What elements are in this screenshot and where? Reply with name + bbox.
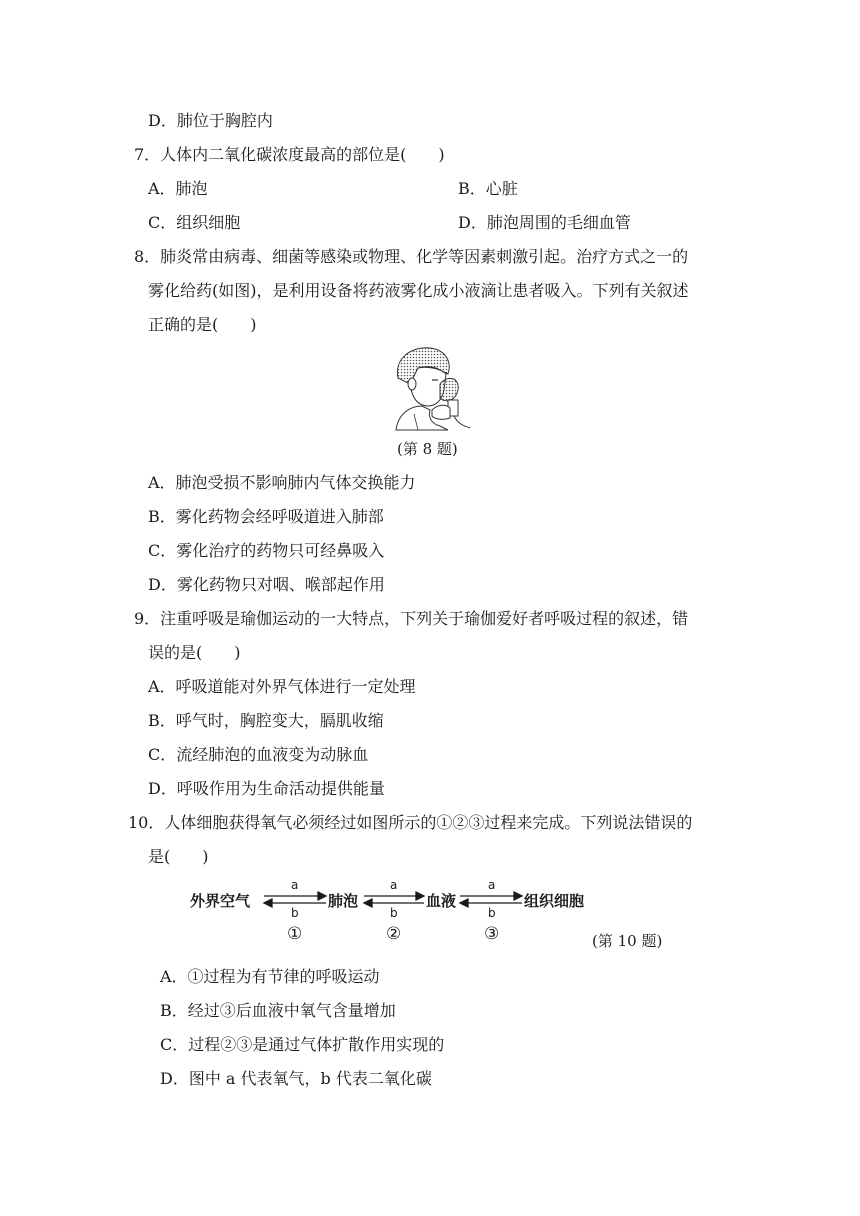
q7-stem: 7．人体内二氧化碳浓度最高的部位是( )	[134, 145, 445, 164]
flow-node-blood: 血液	[426, 892, 457, 910]
q9-option-d: D．呼吸作用为生命活动提供能量	[148, 779, 385, 798]
q10-option-a: A．①过程为有节律的呼吸运动	[160, 967, 380, 986]
q9-stem-line2: 误的是( )	[148, 643, 241, 662]
nebulizer-illustration	[388, 344, 474, 432]
q8-option-c: C．雾化治疗的药物只可经鼻吸入	[148, 541, 385, 560]
q8-stem-line1: 8．肺炎常由病毒、细菌等感染或物理、化学等因素刺激引起。治疗方式之一的	[134, 247, 689, 266]
q10-option-b: B．经过③后血液中氧气含量增加	[160, 1001, 396, 1020]
arrow1-label-a: a	[291, 878, 299, 892]
q8-option-a: A．肺泡受损不影响肺内气体交换能力	[148, 473, 416, 492]
q9-option-a: A．呼吸道能对外界气体进行一定处理	[148, 677, 416, 696]
flow-arrows	[190, 876, 610, 924]
q6-option-d: D．肺位于胸腔内	[148, 111, 273, 130]
q8-option-d: D．雾化药物只对咽、喉部起作用	[148, 575, 385, 594]
flow-node-alveoli: 肺泡	[328, 892, 359, 910]
arrow3-label-b: b	[488, 906, 496, 920]
arrow3-label-a: a	[488, 878, 496, 892]
arrow1-label-b: b	[291, 906, 299, 920]
q9-option-c: C．流经肺泡的血液变为动脉血	[148, 745, 369, 764]
q10-option-c: C．过程②③是通过气体扩散作用实现的	[160, 1035, 445, 1054]
q8-figure-caption: (第 8 题)	[397, 440, 458, 458]
q8-option-b: B．雾化药物会经呼吸道进入肺部	[148, 507, 384, 526]
arrow2-label-b: b	[390, 906, 398, 920]
flow-node-tissue-cells: 组织细胞	[524, 892, 585, 910]
flow-node-outside-air: 外界空气	[190, 892, 251, 910]
q10-option-d: D．图中 a 代表氧气，b 代表二氧化碳	[160, 1069, 432, 1088]
q8-stem-line3: 正确的是( )	[148, 315, 257, 334]
q10-stem-line1: 10．人体细胞获得氧气必须经过如图所示的①②③过程来完成。下列说法错误的	[128, 813, 693, 832]
q10-figure-caption: (第 10 题)	[592, 932, 663, 950]
q7-option-d: D．肺泡周围的毛细血管	[458, 213, 631, 232]
q7-option-b: B．心脏	[458, 179, 518, 198]
gas-exchange-flow-diagram	[190, 876, 610, 948]
arrow2-label-a: a	[390, 878, 398, 892]
q9-stem-line1: 9．注重呼吸是瑜伽运动的一大特点，下列关于瑜伽爱好者呼吸过程的叙述，错	[134, 609, 689, 628]
step-label-2: ②	[386, 924, 402, 944]
q9-option-b: B．呼气时，胸腔变大，膈肌收缩	[148, 711, 384, 730]
step-label-1: ①	[287, 924, 303, 944]
q10-stem-line2: 是( )	[148, 847, 209, 866]
q8-stem-line2: 雾化给药(如图)，是利用设备将药液雾化成小液滴让患者吸入。下列有关叙述	[148, 281, 689, 300]
q7-option-a: A．肺泡	[148, 179, 208, 198]
q7-option-c: C．组织细胞	[148, 213, 241, 232]
step-label-3: ③	[484, 924, 500, 944]
